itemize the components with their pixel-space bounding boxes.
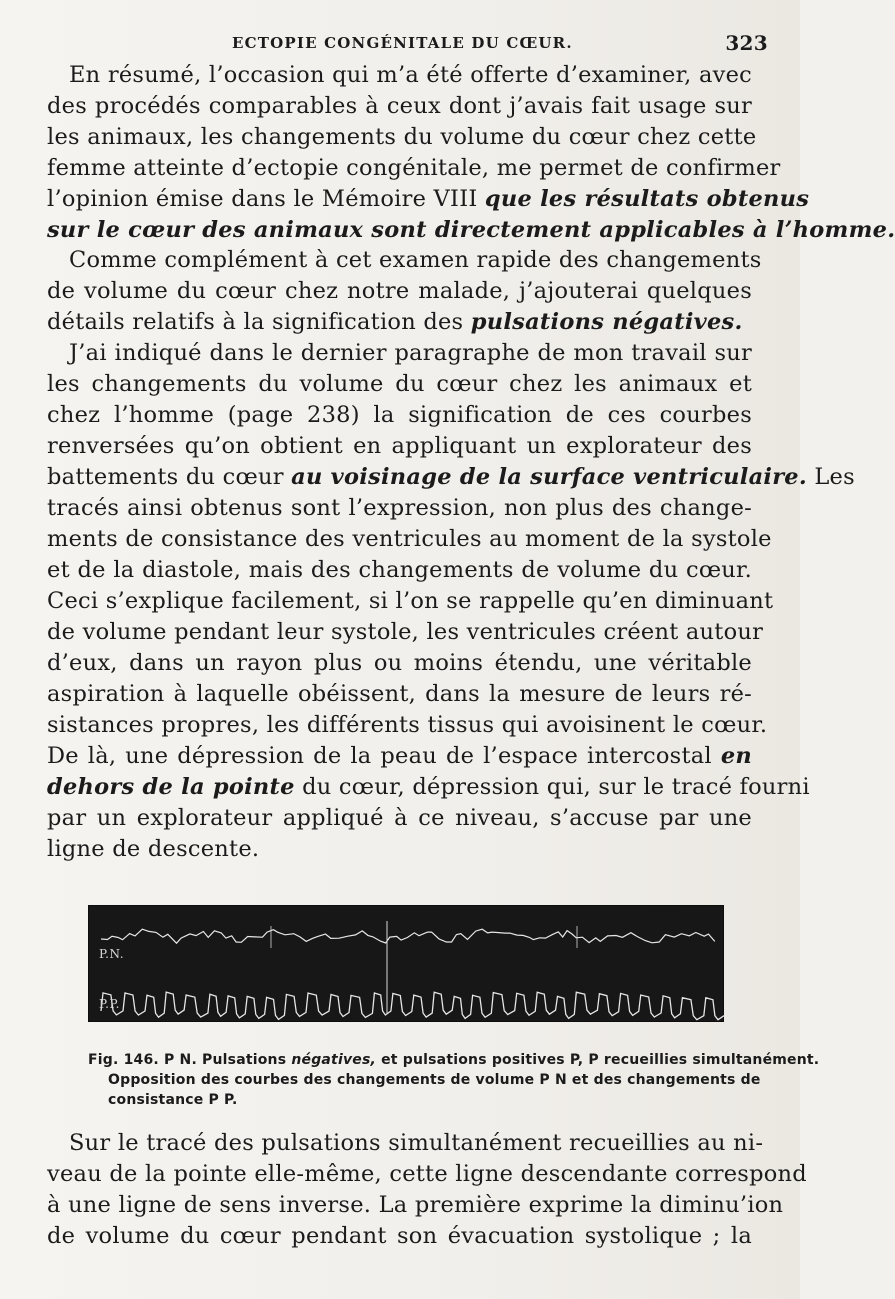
text-run: l’opinion émise dans le Mémoire VIII [47,186,485,212]
text-run: détails relatifs à la signification des [47,309,471,335]
text-run: battements du cœur [47,464,292,490]
text-line: En résumé, l’occasion qui m’a été offerte d’examiner, avec [69,62,752,88]
caption-prefix: Fig. 146. P N. Pulsations [88,1052,292,1068]
trace-label-pn: P.N. [99,947,125,961]
text-line [47,184,810,215]
text-line: de volume du cœur pendant son évacuation systolique ; la [47,1223,752,1249]
text-line [47,741,752,772]
italic-run: dehors de la pointe [47,774,295,800]
page-header [0,31,800,58]
text-line: des procédés comparables à ceux dont j’avais fait usage sur [47,93,752,119]
text-line: ligne de descente. [47,836,260,862]
text-line: ments de consistance des ventricules au moment de la systole [47,526,772,552]
text-line: Ceci s’explique facilement, si l’on se rappelle qu’en diminuant [47,588,774,614]
paragraph-1 [47,60,895,246]
caption-line: consistance P P. [108,1092,238,1108]
italic-run: pulsations négatives. [470,309,743,335]
positive-pulse-trace [101,992,724,1020]
page-number: 323 [725,31,768,55]
paragraph-4 [47,1128,807,1252]
text-line: sistances propres, les différents tissus qui avoisinent le cœur. [47,712,768,738]
trace-label-pp: P.P. [99,997,120,1011]
text-line: de volume pendant leur systole, les ventricules créent autour [47,619,764,645]
text-run: Les [806,464,855,490]
text-line: d’eux, dans un rayon plus ou moins étendu, une véritable [47,650,752,676]
negative-pulse-trace [101,929,715,943]
text-run: du cœur, dépression qui, sur le tracé fourni [294,774,810,800]
text-line: sur le cœur des animaux sont directement applicables à l’homme. [47,217,895,243]
text-line: femme atteinte d’ectopie congénitale, me permet de confirmer [47,155,781,181]
pulse-tracing-svg [89,906,723,1021]
text-line [47,307,752,338]
text-line: tracés ainsi obtenus sont l’expression, non plus des change- [47,495,752,521]
caption-rest: et pulsations positives P, P recueillies simultanément. [376,1052,820,1068]
italic-run: au voisinage de la surface ventriculaire. [291,464,807,490]
text-line: par un explorateur appliqué à ce niveau, s’accuse par une [47,805,752,831]
caption-line: Opposition des courbes des changements de volume P N et des changements de [108,1072,761,1088]
figure-caption [88,1050,820,1110]
text-line: Comme complément à cet examen rapide des changements [69,247,762,273]
text-line: renversées qu’on obtient en appliquant un explorateur des [47,433,752,459]
text-line: les animaux, les changements du volume du cœur chez cette [47,124,757,150]
text-line: à une ligne de sens inverse. La première exprime la diminu’ion [47,1192,784,1218]
bleed-through-text [70,1012,75,1032]
text-run: De là, une dépression de la peau de l’espace intercostal [47,743,721,769]
text-line [47,462,855,493]
text-line: chez l’homme (page 238) la signification de ces courbes [47,402,752,428]
paragraph-2 [47,245,762,338]
text-line: de volume du cœur chez notre malade, j’ajouterai quelques [47,278,752,304]
text-line: et de la diastole, mais des changements de volume du cœur. [47,557,752,583]
running-head: ECTOPIE CONGÉNITALE DU CŒUR. [232,34,573,52]
caption-line [88,1050,820,1070]
text-line: veau de la pointe elle-même, cette ligne descendante correspond [47,1161,807,1187]
text-line: J’ai indiqué dans le dernier paragraphe de mon travail sur [69,340,752,366]
caption-italic: négatives, [291,1052,377,1068]
pulse-tracing-figure [88,905,724,1022]
text-line: les changements du volume du cœur chez les animaux et [47,371,752,397]
italic-run: que les résultats obtenus [484,186,810,212]
italic-run: en [720,743,752,769]
text-line [47,772,810,803]
text-line: aspiration à laquelle obéissent, dans la mesure de leurs ré- [47,681,752,707]
paragraph-3 [47,338,855,865]
text-line: Sur le tracé des pulsations simultanément recueillies au ni- [69,1130,764,1156]
